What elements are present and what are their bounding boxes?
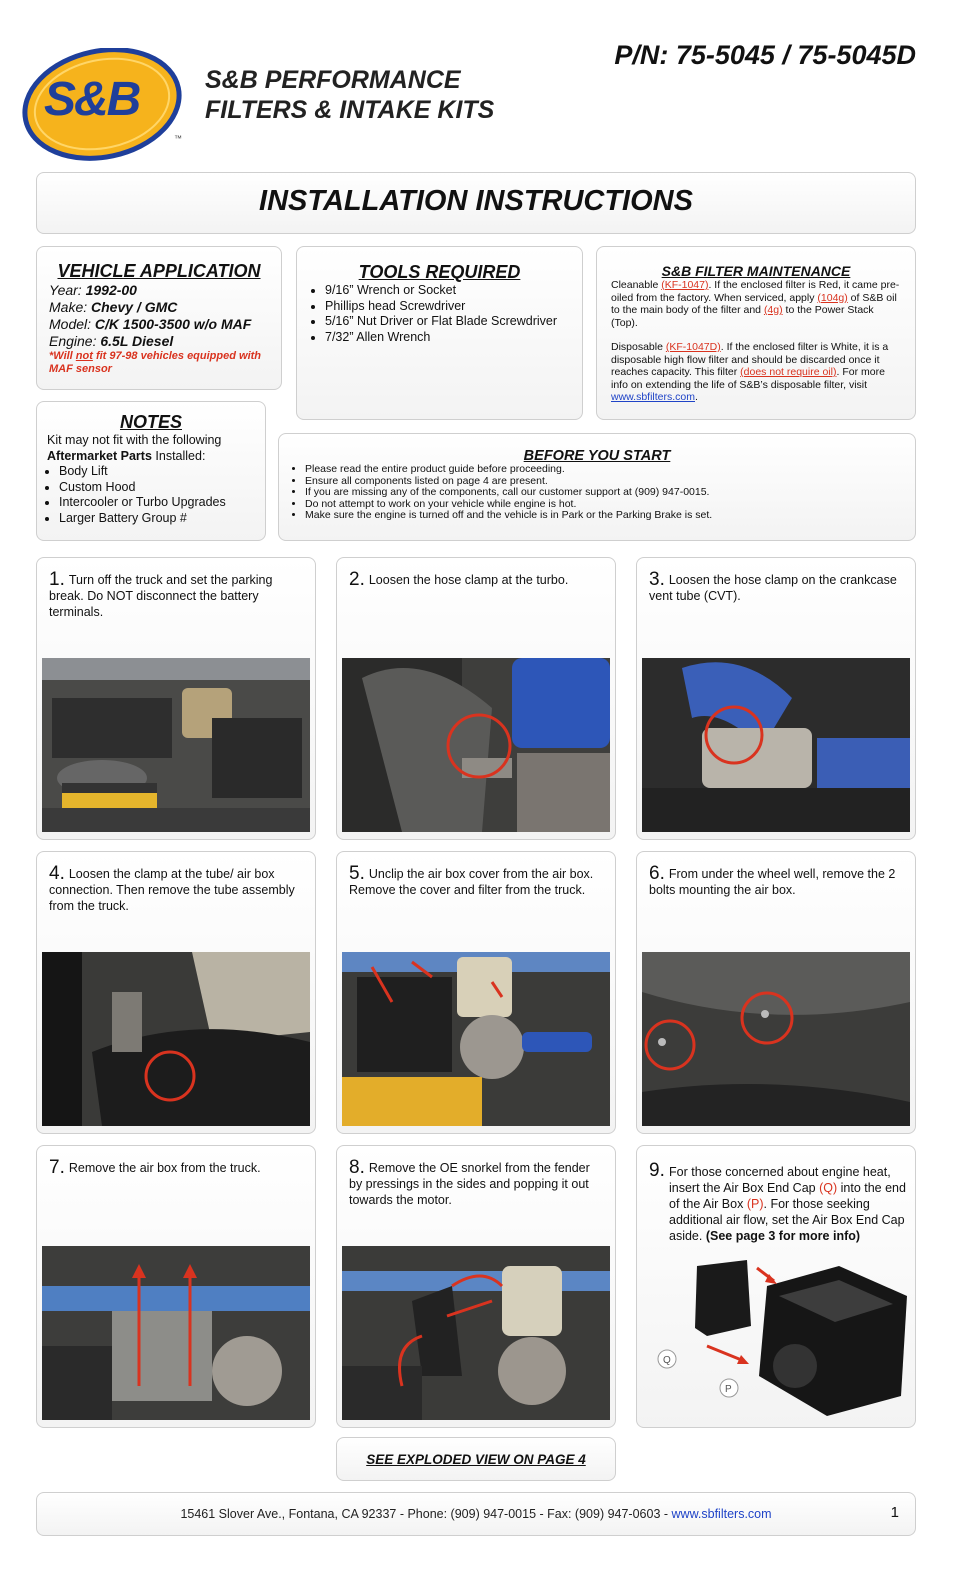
step-4-photo — [42, 952, 310, 1126]
list-item: • Ensure all components listed on page 4 are present. — [305, 476, 915, 488]
step-6-text: 6. From under the wheel well, remove the 2 bolts mounting the air box. — [649, 863, 896, 897]
page-number: 1 — [890, 1504, 899, 1521]
vehicle-model: Model: C/K 1500-3500 w/o MAF — [49, 316, 252, 332]
exploded-view-box — [336, 1437, 616, 1481]
exploded-view-note: SEE EXPLODED VIEW ON PAGE 4 — [366, 1452, 586, 1467]
list-item: • Body Lift — [59, 464, 265, 480]
website-link[interactable]: www.sbfilters.com — [611, 391, 696, 403]
brand-line-2: FILTERS & INTAKE KITS — [205, 96, 495, 124]
list-item: • Make sure the engine is turned off and the vehicle is in Park or the Parking Brake is set. — [305, 510, 915, 522]
vehicle-application-box — [36, 246, 282, 390]
list-item: • 7/32” Allen Wrench — [325, 330, 582, 346]
step-6-photo — [642, 952, 910, 1126]
step-2-text: 2. Loosen the hose clamp at the turbo. — [349, 569, 569, 590]
tools-list — [307, 283, 582, 345]
vehicle-year: Year: 1992-00 — [49, 282, 137, 298]
step-7-text: 7. Remove the air box from the truck. — [49, 1157, 261, 1178]
list-item: • Intercooler or Turbo Upgrades — [59, 495, 265, 511]
step-5-photo — [342, 952, 610, 1126]
step-2-photo — [342, 658, 610, 832]
step-2-box — [336, 557, 616, 840]
notes-heading: NOTES — [119, 412, 182, 432]
step-1-box — [36, 557, 316, 840]
label-q: Q — [663, 1355, 671, 1366]
list-item: • Larger Battery Group # — [59, 511, 265, 527]
label-p: P — [725, 1384, 732, 1395]
footer-box — [36, 1492, 916, 1536]
title-box — [36, 172, 916, 234]
step-9-text: For those concerned about engine heat, insert the Air Box End Cap (Q) into the end of the Air Box (P). For those seeking additional air flow, set the Air Box End Cap aside. (See page 3 for more info) — [669, 1165, 906, 1243]
list-item: • Please read the entire product guide before proceeding. — [305, 464, 915, 476]
list-item: • 5/16” Nut Driver or Flat Blade Screwdriver — [325, 314, 582, 330]
end-cap-q — [695, 1260, 751, 1336]
step-8-box — [336, 1145, 616, 1428]
filter-link-kf1047[interactable]: (KF-1047) — [661, 279, 709, 291]
fitment-warning: *Will not fit 97-98 vehicles equipped with MAF sensor — [49, 350, 262, 375]
step-3-photo — [642, 658, 910, 832]
step-7-photo — [42, 1246, 310, 1420]
page-title: INSTALLATION INSTRUCTIONS — [259, 185, 693, 217]
list-item: • If you are missing any of the components, call our customer support at (909) 947-0015. — [305, 487, 915, 499]
filter-maintenance-box — [596, 246, 916, 420]
notes-intro: Kit may not fit with the following Aftermarket Parts Installed: — [47, 433, 222, 463]
logo — [22, 48, 207, 166]
step-9-box — [636, 1145, 916, 1428]
step-6-box — [636, 851, 916, 1134]
vehicle-heading: VEHICLE APPLICATION — [57, 261, 261, 281]
trademark: ™ — [174, 134, 182, 143]
before-you-start-box — [278, 433, 916, 541]
step-7-box — [36, 1145, 316, 1428]
vehicle-make: Make: Chevy / GMC — [49, 299, 178, 315]
list-item: • 9/16” Wrench or Socket — [325, 283, 582, 299]
step-1-photo — [42, 658, 310, 832]
maintenance-cleanable: Cleanable (KF-1047). If the enclosed filter is Red, it came pre-oiled from the factory. When serviced, apply (104g) of S&B oil to the main body of the filter and (4g) to the Power Stack (Top). — [611, 279, 900, 329]
notes-list — [41, 464, 265, 526]
step-4-text: 4. Loosen the clamp at the tube/ air box connection. Then remove the tube assembly from the truck. — [49, 863, 295, 913]
step-3-box — [636, 557, 916, 840]
vehicle-engine: Engine: 6.5L Diesel — [49, 333, 174, 349]
air-box-exploded-diagram — [649, 1256, 909, 1421]
list-item: • Do not attempt to work on your vehicle while engine is hot. — [305, 499, 915, 511]
filter-link-kf1047d[interactable]: (KF-1047D) — [665, 341, 721, 353]
step-9-number: 9. — [649, 1160, 665, 1181]
list-item: • Phillips head Screwdriver — [325, 299, 582, 315]
notes-box — [36, 401, 266, 541]
before-heading: BEFORE YOU START — [523, 448, 671, 464]
maintenance-disposable: Disposable (KF-1047D). If the enclosed filter is White, it is a disposable high flow filter and should be discarded once it reaches capacity. This filter (does not require oil). For more info on extending the life of S&B’s disposable filter, visit www.sbfilters.com. — [611, 341, 889, 403]
logo-text: S&B — [44, 73, 140, 126]
before-list — [287, 464, 915, 522]
brand-line-1: S&B PERFORMANCE — [205, 66, 461, 94]
step-5-text: 5. Unclip the air box cover from the air box. Remove the cover and filter from the truck. — [349, 863, 594, 897]
list-item: • Custom Hood — [59, 480, 265, 496]
footer-website-link[interactable]: www.sbfilters.com — [671, 1507, 772, 1521]
step-8-text: 8. Remove the OE snorkel from the fender by pressings in the sides and popping it out towards the motor. — [349, 1157, 590, 1207]
step-1-text: 1. Turn off the truck and set the parking break. Do NOT disconnect the battery terminals. — [49, 569, 273, 619]
part-number: P/N: 75-5045 / 75-5045D — [614, 40, 916, 70]
step-3-text: 3. Loosen the hose clamp on the crankcase vent tube (CVT). — [649, 569, 897, 603]
step-8-photo — [342, 1246, 610, 1420]
step-5-box — [336, 851, 616, 1134]
maintenance-heading: S&B FILTER MAINTENANCE — [661, 263, 851, 279]
step-4-box — [36, 851, 316, 1134]
tools-required-box — [296, 246, 583, 420]
footer-address: 15461 Slover Ave., Fontana, CA 92337 - Phone: (909) 947-0015 - Fax: (909) 947-0603 - www.sbfilters.com — [180, 1507, 772, 1521]
tools-heading: TOOLS REQUIRED — [358, 262, 521, 282]
